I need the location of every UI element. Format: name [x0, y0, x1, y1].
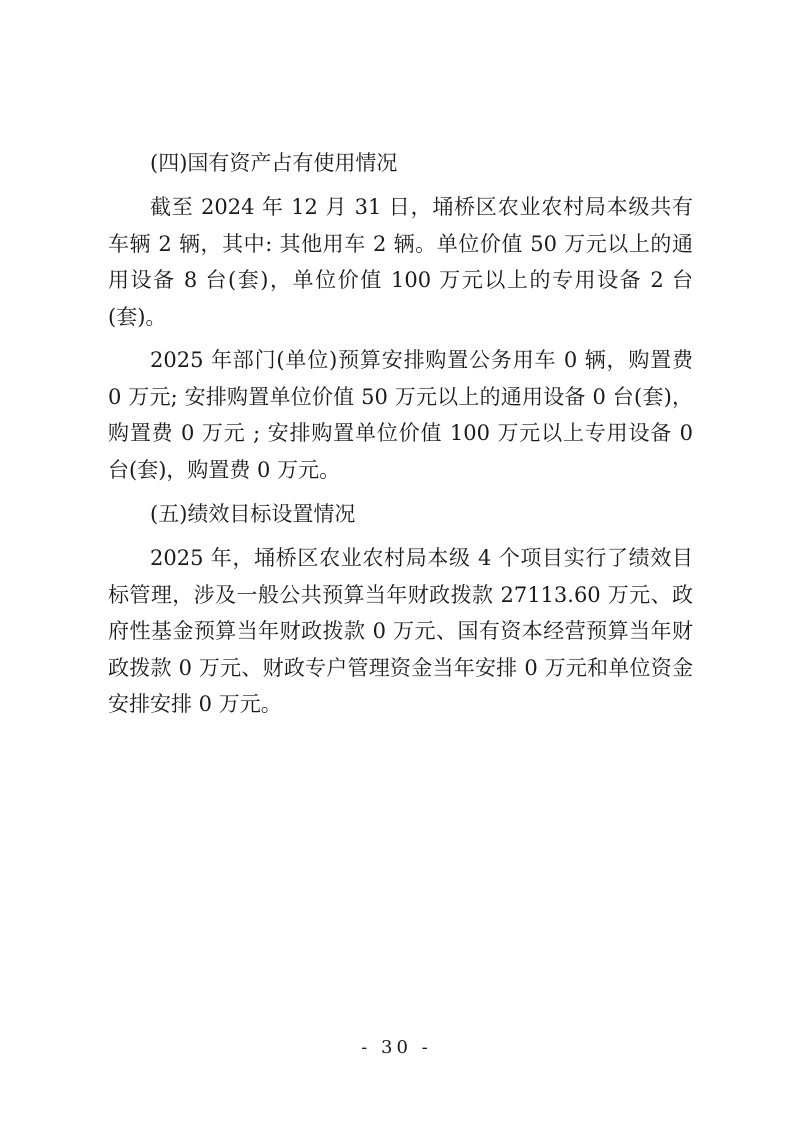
section-heading-performance: (五)绩效目标设置情况 [150, 502, 356, 526]
page-number: - 30 - [361, 1037, 432, 1058]
paragraph-purchase-plan: 2025 年部门(单位)预算安排购置公务用车 0 辆，购置费 0 万元; 安排购置单位价值 50 万元以上的通用设备 0 台(套)，购置费 0 万元 ; 安排购置单位价值 100 万元以上专用设备 0 台(套)，购置费 0 万元。 [108, 348, 693, 482]
section-heading-assets: (四)国有资产占有使用情况 [150, 151, 398, 175]
paragraph-performance-goals: 2025 年，埇桥区农业农村局本级 4 个项目实行了绩效目标管理，涉及一般公共预算当年财政拨款 27113.60 万元、政府性基金预算当年财政拨款 0 万元、国有资本经营预算当年财政拨款 0 万元、财政专户管理资金当年安排 0 万元和单位资金安排安排 0 万元。 [108, 546, 693, 716]
page-content [108, 145, 693, 723]
paragraph-assets-status: 截至 2024 年 12 月 31 日，埇桥区农业农村局本级共有车辆 2 辆，其中: 其他用车 2 辆。单位价值 50 万元以上的通用设备 8 台(套)，单位价值 100 万元以上的专用设备 2 台(套)。 [108, 195, 693, 329]
